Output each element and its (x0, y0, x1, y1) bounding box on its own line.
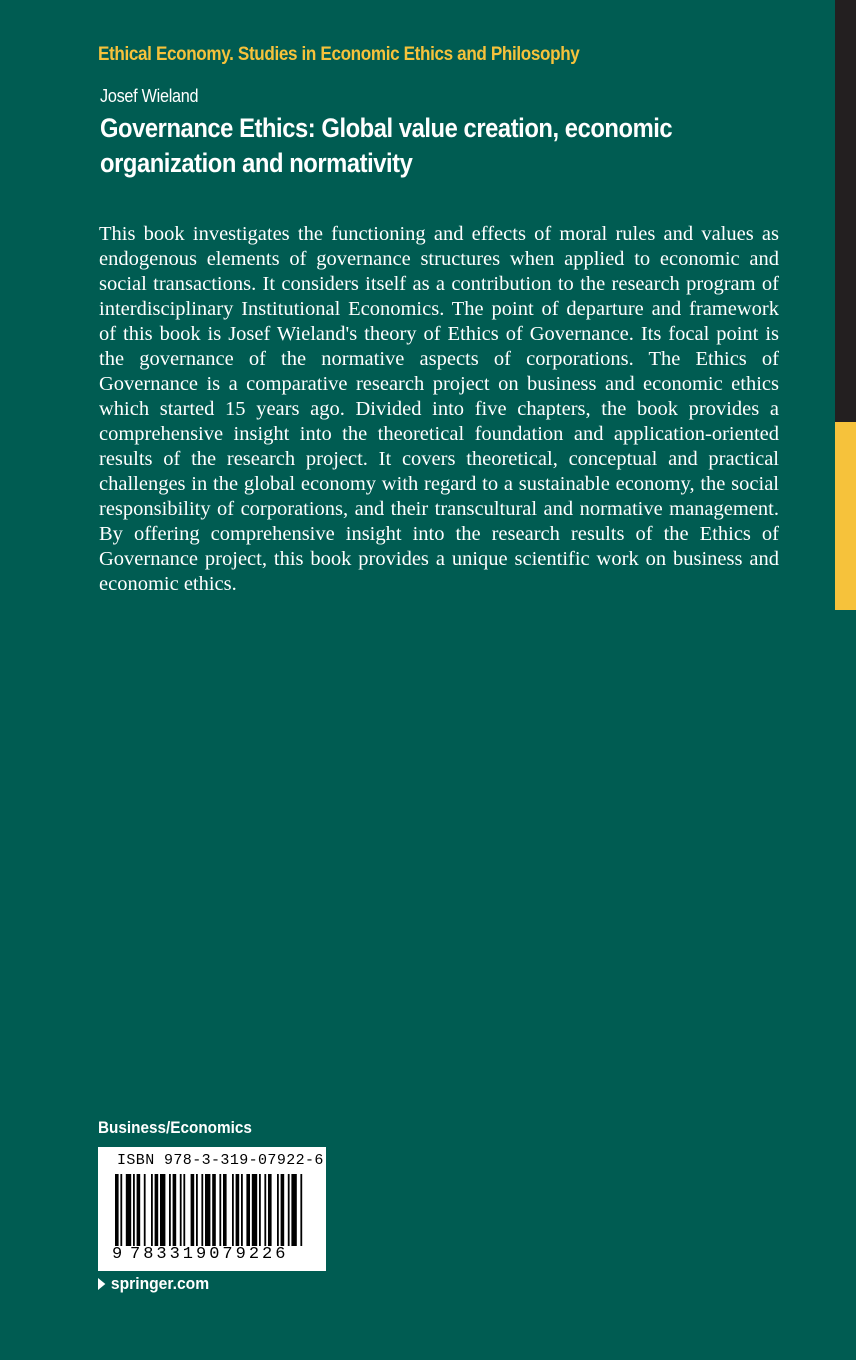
isbn-label: ISBN 978-3-319-07922-6 (117, 1152, 324, 1169)
barcode-bar (212, 1174, 216, 1246)
publisher-url: springer.com (110, 1274, 210, 1293)
barcode-bar (236, 1174, 240, 1246)
ean-first-digit: 9 (112, 1245, 123, 1264)
barcode-bar (183, 1174, 185, 1246)
barcode-bar (144, 1174, 146, 1246)
barcode-bar (281, 1174, 285, 1246)
publisher-link[interactable] (98, 1274, 209, 1294)
barcode-bar (155, 1174, 159, 1246)
barcode-bar (246, 1174, 250, 1246)
barcode-bar (232, 1174, 234, 1246)
barcode-bar (191, 1174, 195, 1246)
triangle-right-icon (98, 1278, 105, 1290)
spine-green-band (835, 610, 856, 1360)
barcode-bar (291, 1174, 296, 1246)
barcode-bar (137, 1174, 141, 1246)
barcode-bar (223, 1174, 227, 1246)
barcode-bar (205, 1174, 210, 1246)
barcode-icon (115, 1174, 307, 1246)
barcode-bar (151, 1174, 153, 1246)
barcode-bar (268, 1174, 272, 1246)
barcode-bar (133, 1174, 135, 1246)
book-description: This book investigates the functioning and effects of moral rules and values as endogenous elements of governance structures when applied to economic and social transactions. It considers itself as a contribution to the research program of interdisciplinary Institutional Economics. The point of departure and framework of this book is Josef Wieland's theory of Ethics of Governance. Its focal point is the governance of the normative aspects of corporations. The Ethics of Governance is a comparative research project on business and economic ethics which started 15 years ago. Divided into five chapters, the book provides a comprehensive insight into the theoretical foundation and application-oriented results of the research project. It covers theoretical, conceptual and practical challenges in the global economy with regard to a sustainable economy, the social responsibility of corporations, and their transcultural and normative management. By offering comprehensive insight into the research results of the Ethics of Governance project, this book provides a unique scientific work on business and economic ethics. (99, 223, 779, 595)
barcode-bar (252, 1174, 257, 1246)
barcode-bar (259, 1174, 261, 1246)
barcode-bar (169, 1174, 171, 1246)
barcode-bar (196, 1174, 198, 1246)
subject-category: Business/Economics (98, 1118, 252, 1137)
barcode-bar (115, 1174, 119, 1246)
barcode-bar (241, 1174, 243, 1246)
barcode-bar (126, 1174, 131, 1246)
barcode-bar (160, 1174, 165, 1246)
spine-yellow-band (835, 422, 856, 610)
author-name: Josef Wieland (100, 86, 199, 106)
barcode-bar (288, 1174, 290, 1246)
barcode-bar (264, 1174, 266, 1246)
series-title: Ethical Economy. Studies in Economic Ethics and Philosophy (98, 44, 580, 65)
barcode-bar (277, 1174, 279, 1246)
barcode-bar (300, 1174, 302, 1246)
spine-dark-band (835, 0, 856, 422)
barcode-bar (180, 1174, 182, 1246)
barcode-bar (120, 1174, 122, 1246)
ean-digits: 783319079226 (130, 1245, 289, 1264)
barcode-bar (173, 1174, 177, 1246)
barcode-bar (219, 1174, 221, 1246)
barcode-bar (201, 1174, 203, 1246)
book-title: Governance Ethics: Global value creation, economic organization and normativity (100, 113, 673, 178)
